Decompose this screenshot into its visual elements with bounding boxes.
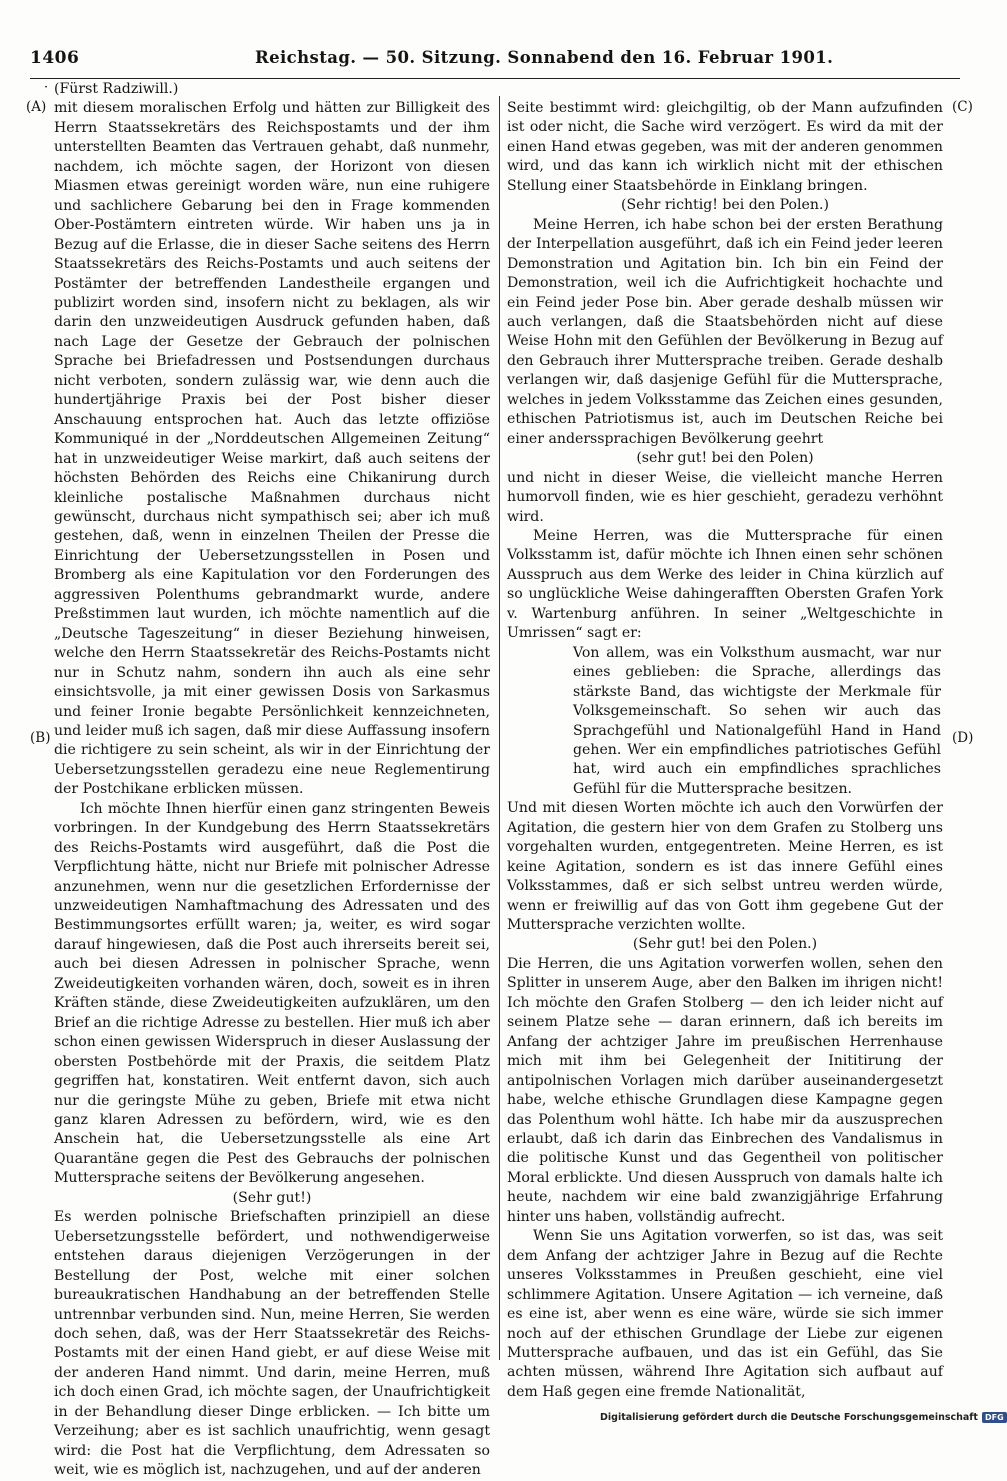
paragraph: Von allem, was ein Volksthum ausmacht, war nur eines geblieben: die Sprache, allerdings das stärkste Band, das wichtigste der Merkmale für Volksgemeinschaft. So sehen wir auch das Sprachgefühl und Nationalgefühl Hand in Hand gehen. Wer ein empfindliches patriotisches Gefühl hat, wird auch ein empfindliches sprachliches Gefühl für die Muttersprache besitzen. <box>573 644 941 797</box>
paragraph: (Fürst Radziwill.) <box>54 81 179 97</box>
margin-marker-d: (D) <box>952 730 974 746</box>
margin-marker-b: (B) <box>30 730 51 746</box>
margin-marker-a: (A) <box>26 99 47 115</box>
left-column <box>54 80 490 1481</box>
paragraph: Ich möchte Ihnen hierfür einen ganz stringenten Beweis vorbringen. In der Kundgebung des Herrn Staatssekretärs des Reichs-Postamts wird ausgeführt, daß die Post die Verpflichtung hätte, nicht nur Briefe mit polnischer Adresse anzunehmen, wenn nur die gesetzlichen Erfordernisse der unzweideutigen Namhaftmachung des Adressaten und des Bestimmungsortes erfüllt waren; ja, weiter, es wird sogar darauf hingewiesen, daß die Post auch ihrerseits bereit sei, auch bei diesen Adressen in polnischer Sprache, wenn Zweideutigkeiten vorhanden wären, doch, soweit es in ihren Kräften stände, diese Zweideutigkeiten aufzuklären, um den Brief an die richtige Adresse zu bestellen. Hier muß ich aber schon einen gewissen Widerspruch in dieser Auslassung der obersten Postbehörde mit der Praxis, die seitdem Platz gegriffen hat, konstatiren. Weit entfernt davon, sich auch nur die geringste Mühe zu geben, Briefe mit etwa nicht ganz klaren Adressen zu befördern, wird, wie es den Anschein hat, die Uebersetzungsstelle als eine Art Quarantäne gegen die Pest des Gebrauchs der polnischen Muttersprache seitens der Bevölkerung angesehen. <box>54 800 490 1187</box>
paragraph: Meine Herren, ich habe schon bei der ersten Berathung der Interpellation ausgeführt, daß ich ein Feind jeder leeren Demonstration und Agitation bin. Ich bin ein Feind der Demonstration, weil ich die Aufrichtigkeit hochachte und ein Feind jeder Pose bin. Aber gerade deshalb müssen wir auch verlangen, daß die Staatsbehörden nicht auf diese Weise Hohn mit den Gefühlen der Bevölkerung in Bezug auf den Gebrauch ihrer Muttersprache treiben. Gerade deshalb verlangen wir, daß dasjenige Gefühl für die Muttersprache, welches in jedem Volksstamme das Zeichen eines gesunden, ethischen Patriotismus ist, auch im Deutschen Reiche bei einer anderssprachigen Bevölkerung geehrt <box>507 216 943 447</box>
paragraph: Und mit diesen Worten möchte ich auch den Vorwürfen der Agitation, die gestern hier von dem Grafen zu Stolberg uns vorgehalten wurden, entgegentreten. Meine Herren, es ist keine Agitation, sondern es ist das innere Gefühl eines Volksstammes, daß er sich selbst untreu werden würde, wenn er freiwillig auf das von Gott ihm gegebene Gut der Muttersprache verzichten wollte. <box>507 800 943 934</box>
margin-marker-c: (C) <box>952 99 973 115</box>
paragraph: (Sehr gut! bei den Polen.) <box>632 936 818 953</box>
paragraph: mit diesem moralischen Erfolg und hätten zur Billigkeit des Herrn Staatssekretärs des Reichspostamts und der ihm unterstellten Beamten das Vertrauen gehabt, daß nunmehr, nachdem, ich möchte sagen, der Horizont von diesen Miasmen etwas gereinigt worden wäre, nun eine ruhigere und sachlichere Gebarung bei den in Frage kommenden Ober-Postämtern eintreten würde. Wir haben uns ja in Bezug auf die Erlasse, die in dieser Sache seitens des Herrn Staatssekretärs des Reichs-Postamts und auch seitens der Postämter der betreffenden Landestheile ergangen und publizirt worden sind, insofern nicht zu beklagen, als wir darin den unzweideutigen Ausdruck gefunden haben, daß nach Lage der Gesetze der Gebrauch der polnischen Sprache bei Briefadressen und Postsendungen durchaus nicht verboten, sondern zulässig war, wie denn auch die hundertjährige Praxis bei der Post bisher dieser Anschauung entsprochen hat. Auch das letzte offiziöse Kommuniqué in der „Norddeutschen Allgemeinen Zeitung“ hat in unzweideutiger Weise markirt, daß auch seitens der höchsten Behörden des Reichs eine Chikanirung durch kleinliche postalische Maßnahmen durchaus nicht gewünscht, durchaus nicht sympathisch sei; aber ich muß gestehen, daß, wenn in einzelnen Theilen der Presse die Einrichtung der Uebersetzungsstellen in Posen und Bromberg als eine Kapitulation vor den Forderungen des aggressiven Polenthums gebrandmarkt wurde, andere Preßstimmen laut wurden, ich möchte namentlich auf die „Deutsche Tageszeitung“ in dieser Beziehung hinweisen, welche den Herrn Staatssekretär des Reichs-Postamts nicht nur in Schutz nahm, sondern ihn auch als eine sehr einsichtsvolle, ja mit einer gewissen Dosis von Sarkasmus und feiner Ironie begabte Persönlichkeit kennzeichneten, und leider muß ich sagen, daß mir diese Auffassung insofern die richtigere zu sein scheint, als wir in der Einrichtung der Uebersetzungsstellen geradezu eine neue Reglementirung der Postchikane erblicken müssen. <box>54 100 490 798</box>
footer-credit <box>600 1412 1007 1423</box>
paragraph: Wenn Sie uns Agitation vorwerfen, so ist das, was seit dem Anfang der achtziger Jahre in Bezug auf die Rechte unseres Volksstammes in Preußen geschieht, eine viel schlimmere Agitation. Unsere Agitation — ich verneine, daß es eine ist, aber wenn es eine wäre, würde sie sich immer noch auf der ethischen Grundlage der Liebe zur eigenen Muttersprache aufbauen, und das ist ein Gefühl, das Sie achten müssen, während Ihre Agitation sich aufbaut auf dem Haß gegen eine fremde Nationalität, <box>507 1228 943 1400</box>
paragraph: Es werden polnische Briefschaften prinzipiell an diese Uebersetzungsstelle befördert, und nothwendigerweise entstehen daraus diejenigen Verzögerungen in der Bestellung der Post, welche mit einer solchen bureaukratischen Handhabung an der betreffenden Stelle untrennbar verbunden sind. Nun, meine Herren, Sie werden doch sehen, daß, was der Herr Staatssekretär des Reichs-Postamts mit der einen Hand giebt, er auf diese Weise mit der anderen Hand nimmt. Und darin, meine Herren, muß ich doch einen Grad, ich möchte sagen, der Unaufrichtigkeit in der Behandlung dieser Dinge erblicken. — Ich bitte um Verzeihung; aber es ist sachlich unaufrichtig, wenn gesagt wird: die Post hat die Verpflichtung, dem Adressaten so weit, wie es möglich ist, nachzugehen, und auf der anderen <box>54 1209 490 1479</box>
paragraph: und nicht in dieser Weise, die vielleicht manche Herren humorvoll finden, wie es hier geschieht, geradezu verhöhnt wird. <box>507 469 943 525</box>
header-rule <box>30 78 960 79</box>
dfg-logo: DFG <box>982 1412 1007 1423</box>
paragraph: Seite bestimmt wird: gleichgiltig, ob der Mann aufzufinden ist oder nicht, die Sache wird verzögert. Es wird da mit der einen Hand etwas gegeben, was mit der anderen genommen wird, und das kann ich wirklich nicht mit der ethischen Stellung einer Staatsbehörde in Einklang bringen. <box>507 100 943 194</box>
footer-text: Digitalisierung gefördert durch die Deutsche Forschungsgemeinschaft <box>600 1412 978 1423</box>
right-column <box>507 99 943 1402</box>
paragraph: (sehr gut! bei den Polen) <box>636 450 814 467</box>
column-divider <box>499 96 500 1360</box>
paragraph: Meine Herren, was die Muttersprache für einen Volksstamm ist, dafür möchte ich Ihnen einen sehr schönen Ausspruch aus dem Werke des leider in China kürzlich auf so unglückliche Weise dahingerafften Obersten Grafen York v. Wartenburg anführen. In seiner „Weltgeschichte in Umrissen“ sagt er: <box>507 527 943 642</box>
page-number: 1406 <box>30 48 80 68</box>
paragraph: Die Herren, die uns Agitation vorwerfen wollen, sehen den Splitter in unserem Auge, aber den Balken im ihrigen nicht! Ich möchte den Grafen Stolberg — den ich leider nicht auf seinem Platze sehe — daran erinnern, daß ich bereits im Anfang der achtziger Jahre im preußischen Herrenhause mich mit ihm bei Gelegenheit der Inititirung der antipolnischen Vorlagen mich darüber auseinandergesetzt habe, welche ethische Grundlagen diese Kampagne gegen das Polenthum wohl hätte. Ich habe mir da auszusprechen erlaubt, daß ich darin das Einbrechen des Vandalismus in die politische Kunst und das Gegentheil von politischer Moral erblickte. Und diesen Ausspruch von damals halte ich heute, nachdem wir eine bald zwanzigjährige Erfahrung hinter uns haben, vollständig aufrecht. <box>507 955 943 1225</box>
running-title: Reichstag. — 50. Sitzung. Sonnabend den 16. Februar 1901. <box>255 48 834 67</box>
paragraph: (Sehr richtig! bei den Polen.) <box>621 197 829 214</box>
paragraph: (Sehr gut!) <box>232 1189 312 1206</box>
margin-dot: · <box>44 80 49 95</box>
page-header <box>30 44 970 74</box>
